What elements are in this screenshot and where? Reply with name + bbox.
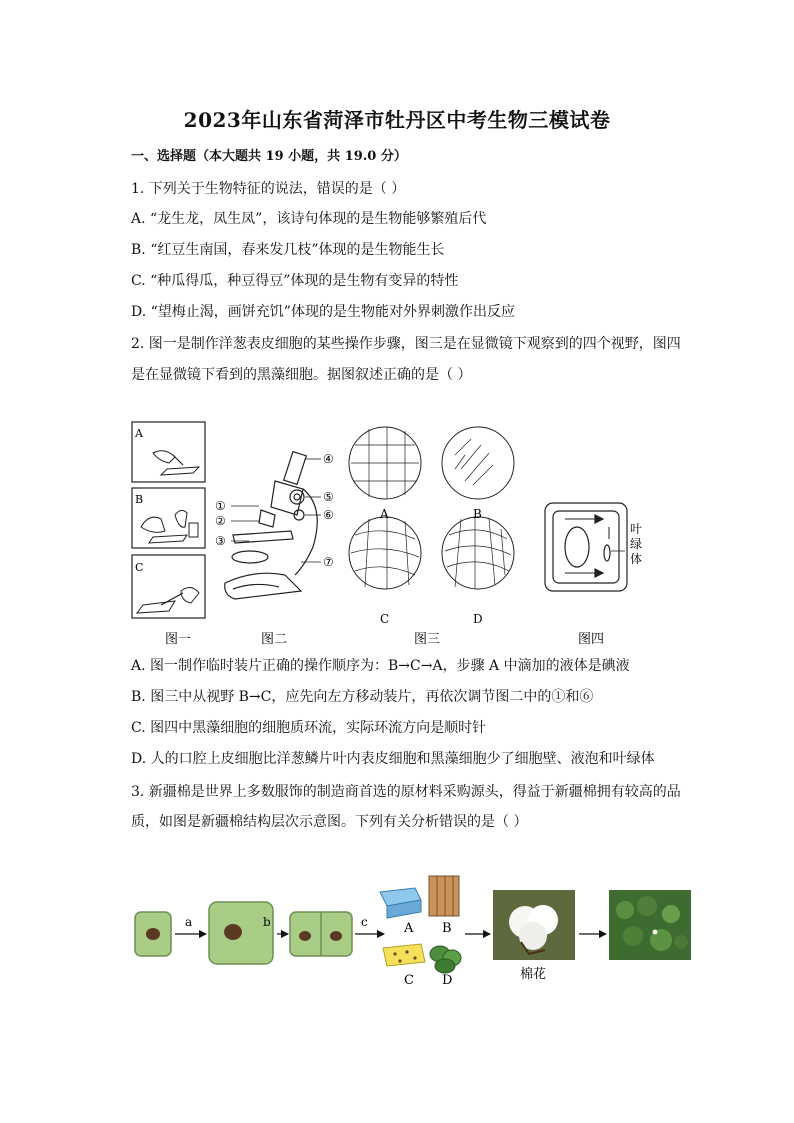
q3-stem-line1: 3. 新疆棉是世界上多数服饰的制造商首选的原材料采购源头，得益于新疆棉拥有较高的品 bbox=[131, 784, 681, 800]
section-heading: 一、选择题（本大题共 19 小题，共 19.0 分） bbox=[131, 149, 407, 164]
svg-text:图三: 图三 bbox=[414, 632, 441, 647]
fig3-view-labels bbox=[379, 507, 483, 626]
q3-stem-line2: 质，如图是新疆棉结构层次示意图。下列有关分析错误的是（ ） bbox=[131, 814, 528, 830]
q2-figure bbox=[125, 415, 655, 650]
q3-figure bbox=[125, 870, 695, 990]
svg-text:绿: 绿 bbox=[630, 537, 643, 551]
arrow-label-c: c bbox=[361, 915, 368, 929]
page-title: 2023年山东省菏泽市牡丹区中考生物三模试卷 bbox=[183, 108, 611, 132]
step-label-b: B bbox=[135, 493, 144, 506]
fig2-microscope bbox=[225, 452, 318, 599]
tissue-d bbox=[430, 946, 461, 973]
svg-text:C: C bbox=[380, 612, 390, 626]
svg-text:⑦: ⑦ bbox=[323, 555, 334, 569]
q2-stem-line1: 2. 图一是制作洋葱表皮细胞的某些操作步骤，图三是在显微镜下观察到的四个视野，图四 bbox=[131, 336, 681, 352]
q2-option-d: D. 人的口腔上皮细胞比洋葱鳞片叶内表皮细胞和黑藻细胞少了细胞壁、液泡和叶绿体 bbox=[131, 751, 655, 767]
svg-text:叶: 叶 bbox=[630, 522, 643, 536]
cotton-field-image bbox=[609, 890, 691, 960]
q2-stem-line2: 是在显微镜下看到的黑藻细胞。据图叙述正确的是（ ） bbox=[131, 367, 472, 383]
q1-option-b: B. “红豆生南国，春来发几枝”体现的是生物能生长 bbox=[131, 242, 445, 258]
tissue-c bbox=[383, 944, 425, 966]
svg-text:D: D bbox=[473, 612, 483, 626]
q1-option-a: A. “龙生龙，凤生凤”，该诗句体现的是生物能够繁殖后代 bbox=[131, 211, 487, 227]
cotton-boll-image bbox=[493, 890, 575, 960]
svg-text:D: D bbox=[442, 973, 453, 988]
svg-text:A: A bbox=[380, 507, 389, 521]
step-label-a: A bbox=[135, 427, 143, 440]
svg-text:⑤: ⑤ bbox=[323, 490, 334, 504]
fig-captions bbox=[165, 632, 604, 647]
q1-stem: 1. 下列关于生物特征的说法，错误的是（ ） bbox=[131, 181, 406, 197]
svg-text:⑥: ⑥ bbox=[323, 508, 334, 522]
svg-text:A: A bbox=[404, 921, 414, 936]
q1-option-c: C. “种瓜得瓜，种豆得豆”体现的是生物有变异的特性 bbox=[131, 273, 459, 289]
tissue-b bbox=[429, 876, 459, 916]
fig4-cell bbox=[545, 503, 627, 591]
fig4-chloroplast-label bbox=[630, 522, 642, 566]
svg-text:C: C bbox=[404, 973, 414, 988]
fig3-views bbox=[349, 427, 514, 589]
svg-text:图四: 图四 bbox=[578, 632, 605, 647]
svg-text:体: 体 bbox=[630, 552, 643, 566]
q1-option-d: D. “望梅止渴，画饼充饥”体现的是生物能对外界刺激作出反应 bbox=[131, 304, 515, 320]
svg-text:②: ② bbox=[215, 514, 226, 528]
svg-text:图二: 图二 bbox=[261, 632, 288, 647]
svg-text:B: B bbox=[442, 921, 452, 936]
cotton-label: 棉花 bbox=[520, 967, 547, 982]
svg-text:B: B bbox=[473, 507, 482, 521]
step-label-c: C bbox=[135, 561, 144, 574]
svg-text:①: ① bbox=[215, 499, 226, 513]
tissue-a bbox=[380, 888, 421, 918]
q2-option-c: C. 图四中黑藻细胞的细胞质环流，实际环流方向是顺时针 bbox=[131, 720, 487, 736]
svg-text:④: ④ bbox=[323, 452, 334, 466]
q2-option-a: A. 图一制作临时装片正确的操作顺序为：B→C→A，步骤 A 中滴加的液体是碘液 bbox=[131, 658, 630, 674]
arrow-label-b: b bbox=[263, 915, 271, 929]
arrow-label-a: a bbox=[185, 915, 193, 929]
fig1-steps bbox=[132, 422, 205, 618]
q2-option-b: B. 图三中从视野 B→C，应先向左方移动装片，再依次调节图二中的①和⑥ bbox=[131, 689, 594, 705]
svg-text:图一: 图一 bbox=[165, 632, 192, 647]
svg-text:③: ③ bbox=[215, 534, 226, 548]
